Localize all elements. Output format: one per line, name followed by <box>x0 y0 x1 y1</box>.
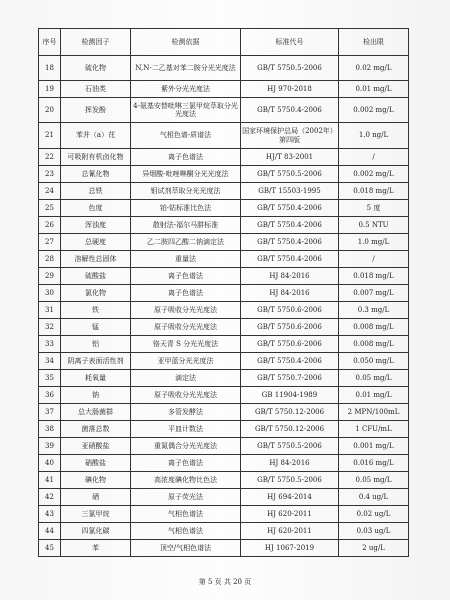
row-factor: 石油类 <box>61 81 131 98</box>
row-method: 离子色谱法 <box>131 149 241 166</box>
table-row <box>39 540 409 557</box>
row-standard: GB/T 5750.6-2006 <box>241 302 339 319</box>
table-row <box>39 285 409 302</box>
header-standard: 标准代号 <box>241 29 339 56</box>
row-index: 33 <box>39 336 61 353</box>
row-index: 25 <box>39 200 61 217</box>
table-row <box>39 98 409 123</box>
row-index: 31 <box>39 302 61 319</box>
row-index: 27 <box>39 234 61 251</box>
row-factor: 苯 <box>61 540 131 557</box>
table-row <box>39 268 409 285</box>
table-row <box>39 234 409 251</box>
row-method: 气相色谱法 <box>131 506 241 523</box>
row-factor: 四氯化碳 <box>61 523 131 540</box>
row-limit: 1 CFU/mL <box>339 421 409 438</box>
row-method: 乙二胺四乙酸二钠滴定法 <box>131 234 241 251</box>
row-factor: 浑浊度 <box>61 217 131 234</box>
row-standard: HJ 970-2018 <box>241 81 339 98</box>
row-standard: GB/T 5750.4-2006 <box>241 200 339 217</box>
row-index: 43 <box>39 506 61 523</box>
row-index: 42 <box>39 489 61 506</box>
row-method: 紫外分光光度法 <box>131 81 241 98</box>
row-index: 23 <box>39 166 61 183</box>
table-row <box>39 370 409 387</box>
header-method: 检测依据 <box>131 29 241 56</box>
row-factor: 可吸附有机卤化物 <box>61 149 131 166</box>
row-factor: 总铁 <box>61 183 131 200</box>
row-factor: 总硬度 <box>61 234 131 251</box>
row-method: 离子色谱法 <box>131 268 241 285</box>
row-standard: HJ 620-2011 <box>241 506 339 523</box>
row-limit: 0.05 mg/L <box>339 370 409 387</box>
row-limit: 0.01 mg/L <box>339 81 409 98</box>
row-method: 原子吸收分光光度法 <box>131 387 241 404</box>
row-factor: 挥发酚 <box>61 98 131 123</box>
row-standard: GB/T 5750.6-2006 <box>241 336 339 353</box>
row-method: 顶空/气相色谱法 <box>131 540 241 557</box>
table-row <box>39 336 409 353</box>
table-body <box>39 56 409 557</box>
row-factor: 总氰化物 <box>61 166 131 183</box>
table-row <box>39 251 409 268</box>
detection-methods-table <box>38 28 409 557</box>
table-row <box>39 506 409 523</box>
row-limit: 0.050 mg/L <box>339 353 409 370</box>
row-factor: 硒 <box>61 489 131 506</box>
table-row <box>39 183 409 200</box>
table-row <box>39 455 409 472</box>
row-limit: 0.4 ug/L <box>339 489 409 506</box>
table-row <box>39 81 409 98</box>
row-limit: 0.03 ug/L <box>339 523 409 540</box>
row-standard: HJ 620-2011 <box>241 523 339 540</box>
row-standard: HJ 84-2016 <box>241 455 339 472</box>
row-standard: GB/T 5750.7-2006 <box>241 370 339 387</box>
row-method: 离子色谱法 <box>131 285 241 302</box>
table-row <box>39 149 409 166</box>
row-method: 异烟酸-吡唑啉酮分光光度法 <box>131 166 241 183</box>
row-limit: 0.018 mg/L <box>339 183 409 200</box>
row-index: 19 <box>39 81 61 98</box>
row-standard: GB/T 5750.6-2006 <box>241 319 339 336</box>
table-row <box>39 200 409 217</box>
row-standard: HJ 694-2014 <box>241 489 339 506</box>
row-standard: GB/T 5750.4-2006 <box>241 98 339 123</box>
table-row <box>39 387 409 404</box>
row-method: 重量法 <box>131 251 241 268</box>
row-standard: GB/T 5750.4-2006 <box>241 251 339 268</box>
row-factor: 铁 <box>61 302 131 319</box>
page-footer: 第 5 页 共 20 页 <box>198 578 252 586</box>
table-row <box>39 56 409 81</box>
row-factor: 硫化物 <box>61 56 131 81</box>
row-index: 24 <box>39 183 61 200</box>
table-row <box>39 489 409 506</box>
row-standard: GB/T 5750.4-2006 <box>241 217 339 234</box>
row-limit: 2 ug/L <box>339 540 409 557</box>
row-index: 37 <box>39 404 61 421</box>
row-limit: 0.002 mg/L <box>339 98 409 123</box>
row-factor: 阴离子表面活性剂 <box>61 353 131 370</box>
row-method: 平皿计数法 <box>131 421 241 438</box>
row-index: 38 <box>39 421 61 438</box>
row-index: 40 <box>39 455 61 472</box>
row-limit: 0.002 mg/L <box>339 166 409 183</box>
row-index: 26 <box>39 217 61 234</box>
row-method: 钼试剂萃取分光光度法 <box>131 183 241 200</box>
row-standard: GB/T 5750.5-2006 <box>241 166 339 183</box>
row-method: 气相色谱法 <box>131 523 241 540</box>
row-method: 高浓度碘化物比色法 <box>131 472 241 489</box>
table-row <box>39 421 409 438</box>
row-standard: 国家环境保护总局（2002年）第四版 <box>241 123 339 149</box>
row-limit: 0.02 mg/L <box>339 56 409 81</box>
row-method: 原子荧光法 <box>131 489 241 506</box>
row-factor: 耗氧量 <box>61 370 131 387</box>
row-method: 原子吸收分光光度法 <box>131 302 241 319</box>
table-row <box>39 123 409 149</box>
header-limit: 检出限 <box>339 29 409 56</box>
row-limit: 5 度 <box>339 200 409 217</box>
row-standard: GB/T 5750.4-2006 <box>241 353 339 370</box>
row-standard: GB/T 5750.4-2006 <box>241 234 339 251</box>
row-limit: / <box>339 251 409 268</box>
row-index: 30 <box>39 285 61 302</box>
table-row <box>39 353 409 370</box>
row-factor: 碘化物 <box>61 472 131 489</box>
row-limit: 0.016 mg/L <box>339 455 409 472</box>
row-limit: 0.02 ug/L <box>339 506 409 523</box>
row-method: 离子色谱法 <box>131 455 241 472</box>
table-row <box>39 319 409 336</box>
row-standard: GB/T 15503-1995 <box>241 183 339 200</box>
table-row <box>39 523 409 540</box>
row-factor: 亚硝酸盐 <box>61 438 131 455</box>
row-standard: GB/T 5750.5-2006 <box>241 56 339 81</box>
row-standard: HJ 84-2016 <box>241 285 339 302</box>
row-method: 滴定法 <box>131 370 241 387</box>
header-factor: 检测因子 <box>61 29 131 56</box>
row-limit: 0.01 mg/L <box>339 387 409 404</box>
row-factor: 硝酸盐 <box>61 455 131 472</box>
row-limit: 0.007 mg/L <box>339 285 409 302</box>
table-row <box>39 438 409 455</box>
header-index: 序号 <box>39 29 61 56</box>
row-method: 原子吸收分光光度法 <box>131 319 241 336</box>
row-method: 亚甲蓝分光光度法 <box>131 353 241 370</box>
table-row <box>39 302 409 319</box>
row-factor: 三氯甲烷 <box>61 506 131 523</box>
row-method: 散射法-福尔马肼标准 <box>131 217 241 234</box>
row-limit: 0.018 mg/L <box>339 268 409 285</box>
table-row <box>39 404 409 421</box>
row-method: 气相色谱-质谱法 <box>131 123 241 149</box>
row-index: 22 <box>39 149 61 166</box>
row-method: 重氮偶合分光光度法 <box>131 438 241 455</box>
row-limit: 0.05 mg/L <box>339 472 409 489</box>
row-factor: 氯化物 <box>61 285 131 302</box>
row-limit: 0.3 mg/L <box>339 302 409 319</box>
table-header-row <box>39 29 409 56</box>
table-row <box>39 472 409 489</box>
row-standard: GB/T 5750.5-2006 <box>241 472 339 489</box>
row-method: 多管发酵法 <box>131 404 241 421</box>
row-factor: 铝 <box>61 336 131 353</box>
table-row <box>39 166 409 183</box>
row-standard: HJ/T 83-2001 <box>241 149 339 166</box>
row-limit: 0.001 mg/L <box>339 438 409 455</box>
row-index: 41 <box>39 472 61 489</box>
row-standard: HJ 1067-2019 <box>241 540 339 557</box>
row-standard: HJ 84-2016 <box>241 268 339 285</box>
row-limit: 2 MPN/100mL <box>339 404 409 421</box>
row-limit: 1.0 ng/L <box>339 123 409 149</box>
row-index: 44 <box>39 523 61 540</box>
row-index: 45 <box>39 540 61 557</box>
row-standard: GB/T 5750.12-2006 <box>241 421 339 438</box>
row-index: 21 <box>39 123 61 149</box>
row-factor: 色度 <box>61 200 131 217</box>
row-factor: 钠 <box>61 387 131 404</box>
row-method: 4-氨基安替吡啉三氯甲烷萃取分光光度法 <box>131 98 241 123</box>
row-limit: 0.5 NTU <box>339 217 409 234</box>
row-standard: GB/T 5750.12-2006 <box>241 404 339 421</box>
row-index: 39 <box>39 438 61 455</box>
row-factor: 总大肠菌群 <box>61 404 131 421</box>
row-index: 36 <box>39 387 61 404</box>
row-index: 32 <box>39 319 61 336</box>
row-index: 34 <box>39 353 61 370</box>
row-index: 18 <box>39 56 61 81</box>
row-index: 20 <box>39 98 61 123</box>
row-index: 28 <box>39 251 61 268</box>
row-limit: 1.0 mg/L <box>339 234 409 251</box>
row-index: 29 <box>39 268 61 285</box>
row-factor: 硫酸盐 <box>61 268 131 285</box>
row-limit: 0.008 mg/L <box>339 319 409 336</box>
row-factor: 苯并（a）芘 <box>61 123 131 149</box>
row-standard: GB 11904-1989 <box>241 387 339 404</box>
row-standard: GB/T 5750.5-2006 <box>241 438 339 455</box>
row-limit: / <box>339 149 409 166</box>
row-limit: 0.008 mg/L <box>339 336 409 353</box>
row-factor: 溶解性总固体 <box>61 251 131 268</box>
row-factor: 菌落总数 <box>61 421 131 438</box>
row-factor: 锰 <box>61 319 131 336</box>
row-method: 铬天青 S 分光光度法 <box>131 336 241 353</box>
row-index: 35 <box>39 370 61 387</box>
row-method: 铂-钴标准比色法 <box>131 200 241 217</box>
table-row <box>39 217 409 234</box>
row-method: N,N-二乙基对苯二胺分光光度法 <box>131 56 241 81</box>
